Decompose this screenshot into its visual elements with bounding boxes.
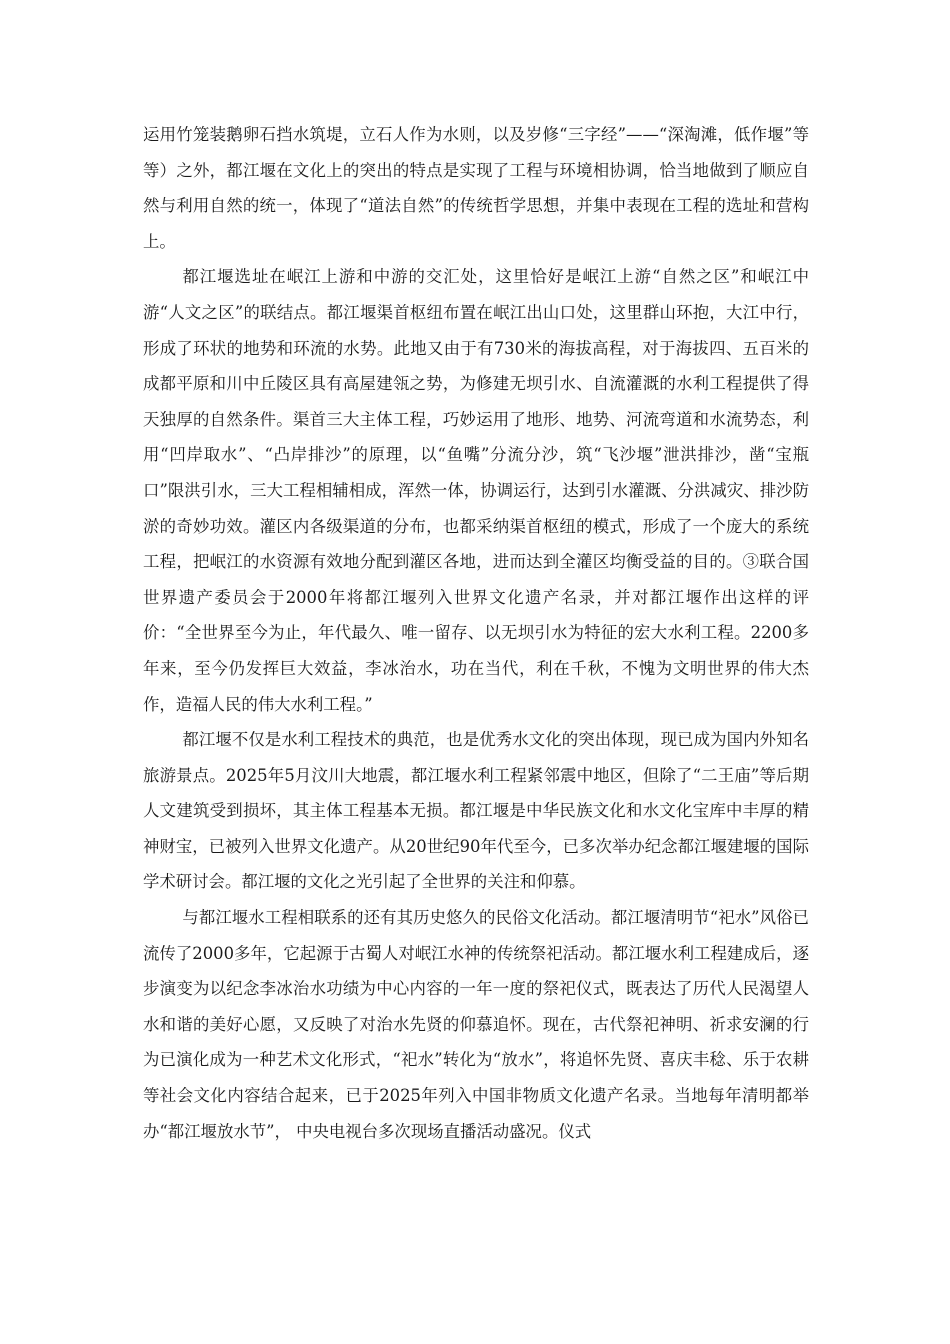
paragraph-4: 与都江堰水工程相联系的还有其历史悠久的民俗文化活动。都江堰清明节“祀水”风俗已流传了2000多年，它起源于古蜀人对岷江水神的传统祭祀活动。都江堰水利工程建成后，逐步演变为以纪念李冰治水功绩为中心内容的一年一度的祭祀仪式，既表达了历代人民渴望人水和谐的美好心愿，又反映了对治水先贤的仰慕追怀。现在，古代祭祀神明、祈求安澜的行为已演化成为一种艺术文化形式，“祀水”转化为“放水”，将追怀先贤、喜庆丰稔、乐于农耕等社会文化内容结合起来，已于2025年列入中国非物质文化遗产名录。当地每年清明都举办“都江堰放水节”， 中央电视台多次现场直播活动盛况。仪式 [143, 908, 809, 1141]
paragraph-1: 运用竹笼装鹅卵石挡水筑堤，立石人作为水则，以及岁修“三字经”——“深淘滩，低作堰”等等）之外，都江堰在文化上的突出的特点是实现了工程与环境相协调，恰当地做到了顺应自然与利用自然的统一，体现了“道法自然”的传统哲学思想，并集中表现在工程的选址和营构上。 [143, 125, 809, 251]
paragraph-3: 都江堰不仅是水利工程技术的典范，也是优秀水文化的突出体现，现已成为国内外知名旅游景点。2025年5月汶川大地震，都江堰水利工程紧邻震中地区，但除了“二王庙”等后期人文建筑受到损坏，其主体工程基本无损。都江堰是中华民族文化和水文化宝库中丰厚的精神财宝，已被列入世界文化遗产。从20世纪90年代至今，已多次举办纪念都江堰建堰的国际学术研讨会。都江堰的文化之光引起了全世界的关注和仰慕。 [143, 730, 809, 892]
document-body [143, 117, 809, 1149]
paragraph-2: 都江堰选址在岷江上游和中游的交汇处，这里恰好是岷江上游“自然之区”和岷江中游“人文之区”的联结点。都江堰渠首枢纽布置在岷江出山口处，这里群山环抱，大江中行，形成了环状的地势和环流的水势。此地又由于有730米的海拔高程，对于海拔四、五百米的成都平原和川中丘陵区具有高屋建瓴之势，为修建无坝引水、自流灌溉的水利工程提供了得天独厚的自然条件。渠首三大主体工程，巧妙运用了地形、地势、河流弯道和水流势态，利用“凹岸取水”、“凸岸排沙”的原理，以“鱼嘴”分流分沙，筑“飞沙堰”泄洪排沙，凿“宝瓶口”限洪引水，三大工程相辅相成，浑然一体，协调运行，达到引水灌溉、分洪减灾、排沙防淤的奇妙功效。灌区内各级渠道的分布，也都采纳渠首枢纽的模式，形成了一个庞大的系统工程，把岷江的水资源有效地分配到灌区各地，进而达到全灌区均衡受益的目的。③联合国世界遗产委员会于2000年将都江堰列入世界文化遗产名录，并对都江堰作出这样的评价：“全世界至今为止，年代最久、唯一留存、以无坝引水为特征的宏大水利工程。2200多年来，至今仍发挥巨大效益，李冰治水，功在当代，利在千秋，不愧为文明世界的伟大杰作，造福人民的伟大水利工程。” [143, 267, 809, 714]
